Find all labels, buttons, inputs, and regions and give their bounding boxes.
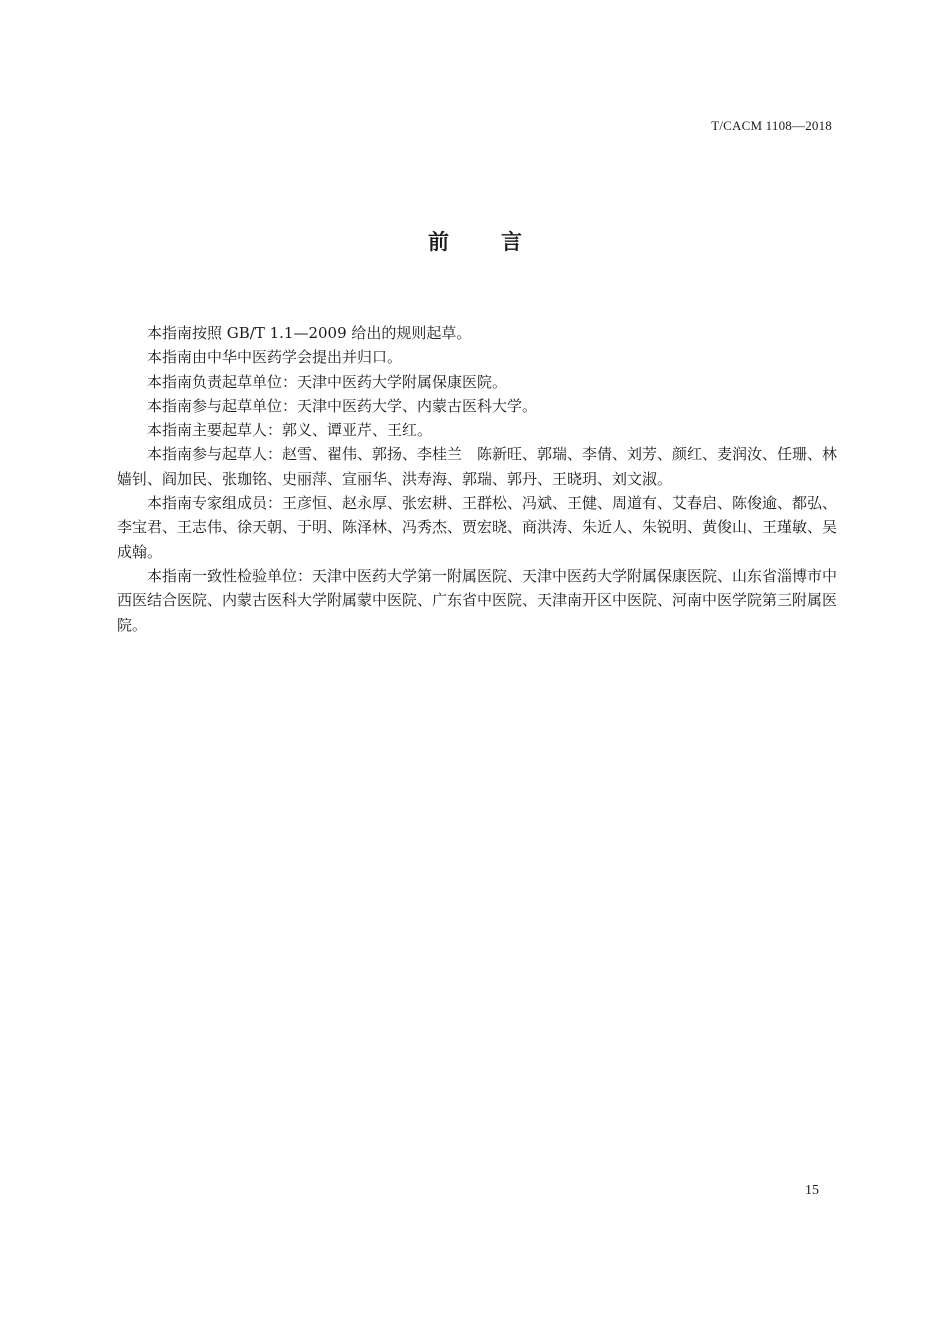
- document-code: T/CACM 1108—2018: [711, 118, 832, 133]
- paragraph-responsible-unit: 本指南负责起草单位：天津中医药大学附属保康医院。: [147, 372, 508, 391]
- page-number: 15: [805, 1183, 819, 1198]
- paragraph-main-drafters: 本指南主要起草人：郭义、谭亚芹、王红。: [147, 421, 433, 440]
- page-title: 前言: [428, 230, 574, 254]
- body-text: [117, 321, 837, 637]
- paragraph-consistency-test-units: 本指南一致性检验单位：天津中医药大学第一附属医院、天津中医药大学附属保康医院、山东省淄博市中西医结合医院、内蒙古医科大学附属蒙中医院、广东省中医院、天津南开区中医院、河南中医学院第三附属医院。: [117, 566, 838, 634]
- paragraph-expert-group: 本指南专家组成员：王彦恒、赵永厚、张宏耕、王群松、冯斌、王健、周道有、艾春启、陈俊逾、都弘、李宝君、王志伟、徐天朝、于明、陈泽林、冯秀杰、贾宏晓、商洪涛、朱近人、朱锐明、黄俊山、王瑾敏、吴成翰。: [117, 494, 838, 561]
- paragraph-proposer: 本指南由中华中医药学会提出并归口。: [147, 348, 403, 367]
- paragraph-drafting-rules: 本指南按照 GB/T 1.1—2009 给出的规则起草。: [147, 324, 472, 342]
- paragraph-participating-drafters: 本指南参与起草人：赵雪、翟伟、郭扬、李桂兰 陈新旺、郭瑞、李倩、刘芳、颜红、麦润汝、任珊、林嫱钊、阎加民、张珈铭、史丽萍、宣丽华、洪寿海、郭瑞、郭丹、王晓玥、刘文淑。: [117, 445, 838, 488]
- paragraph-participating-units: 本指南参与起草单位：天津中医药大学、内蒙古医科大学。: [147, 396, 538, 415]
